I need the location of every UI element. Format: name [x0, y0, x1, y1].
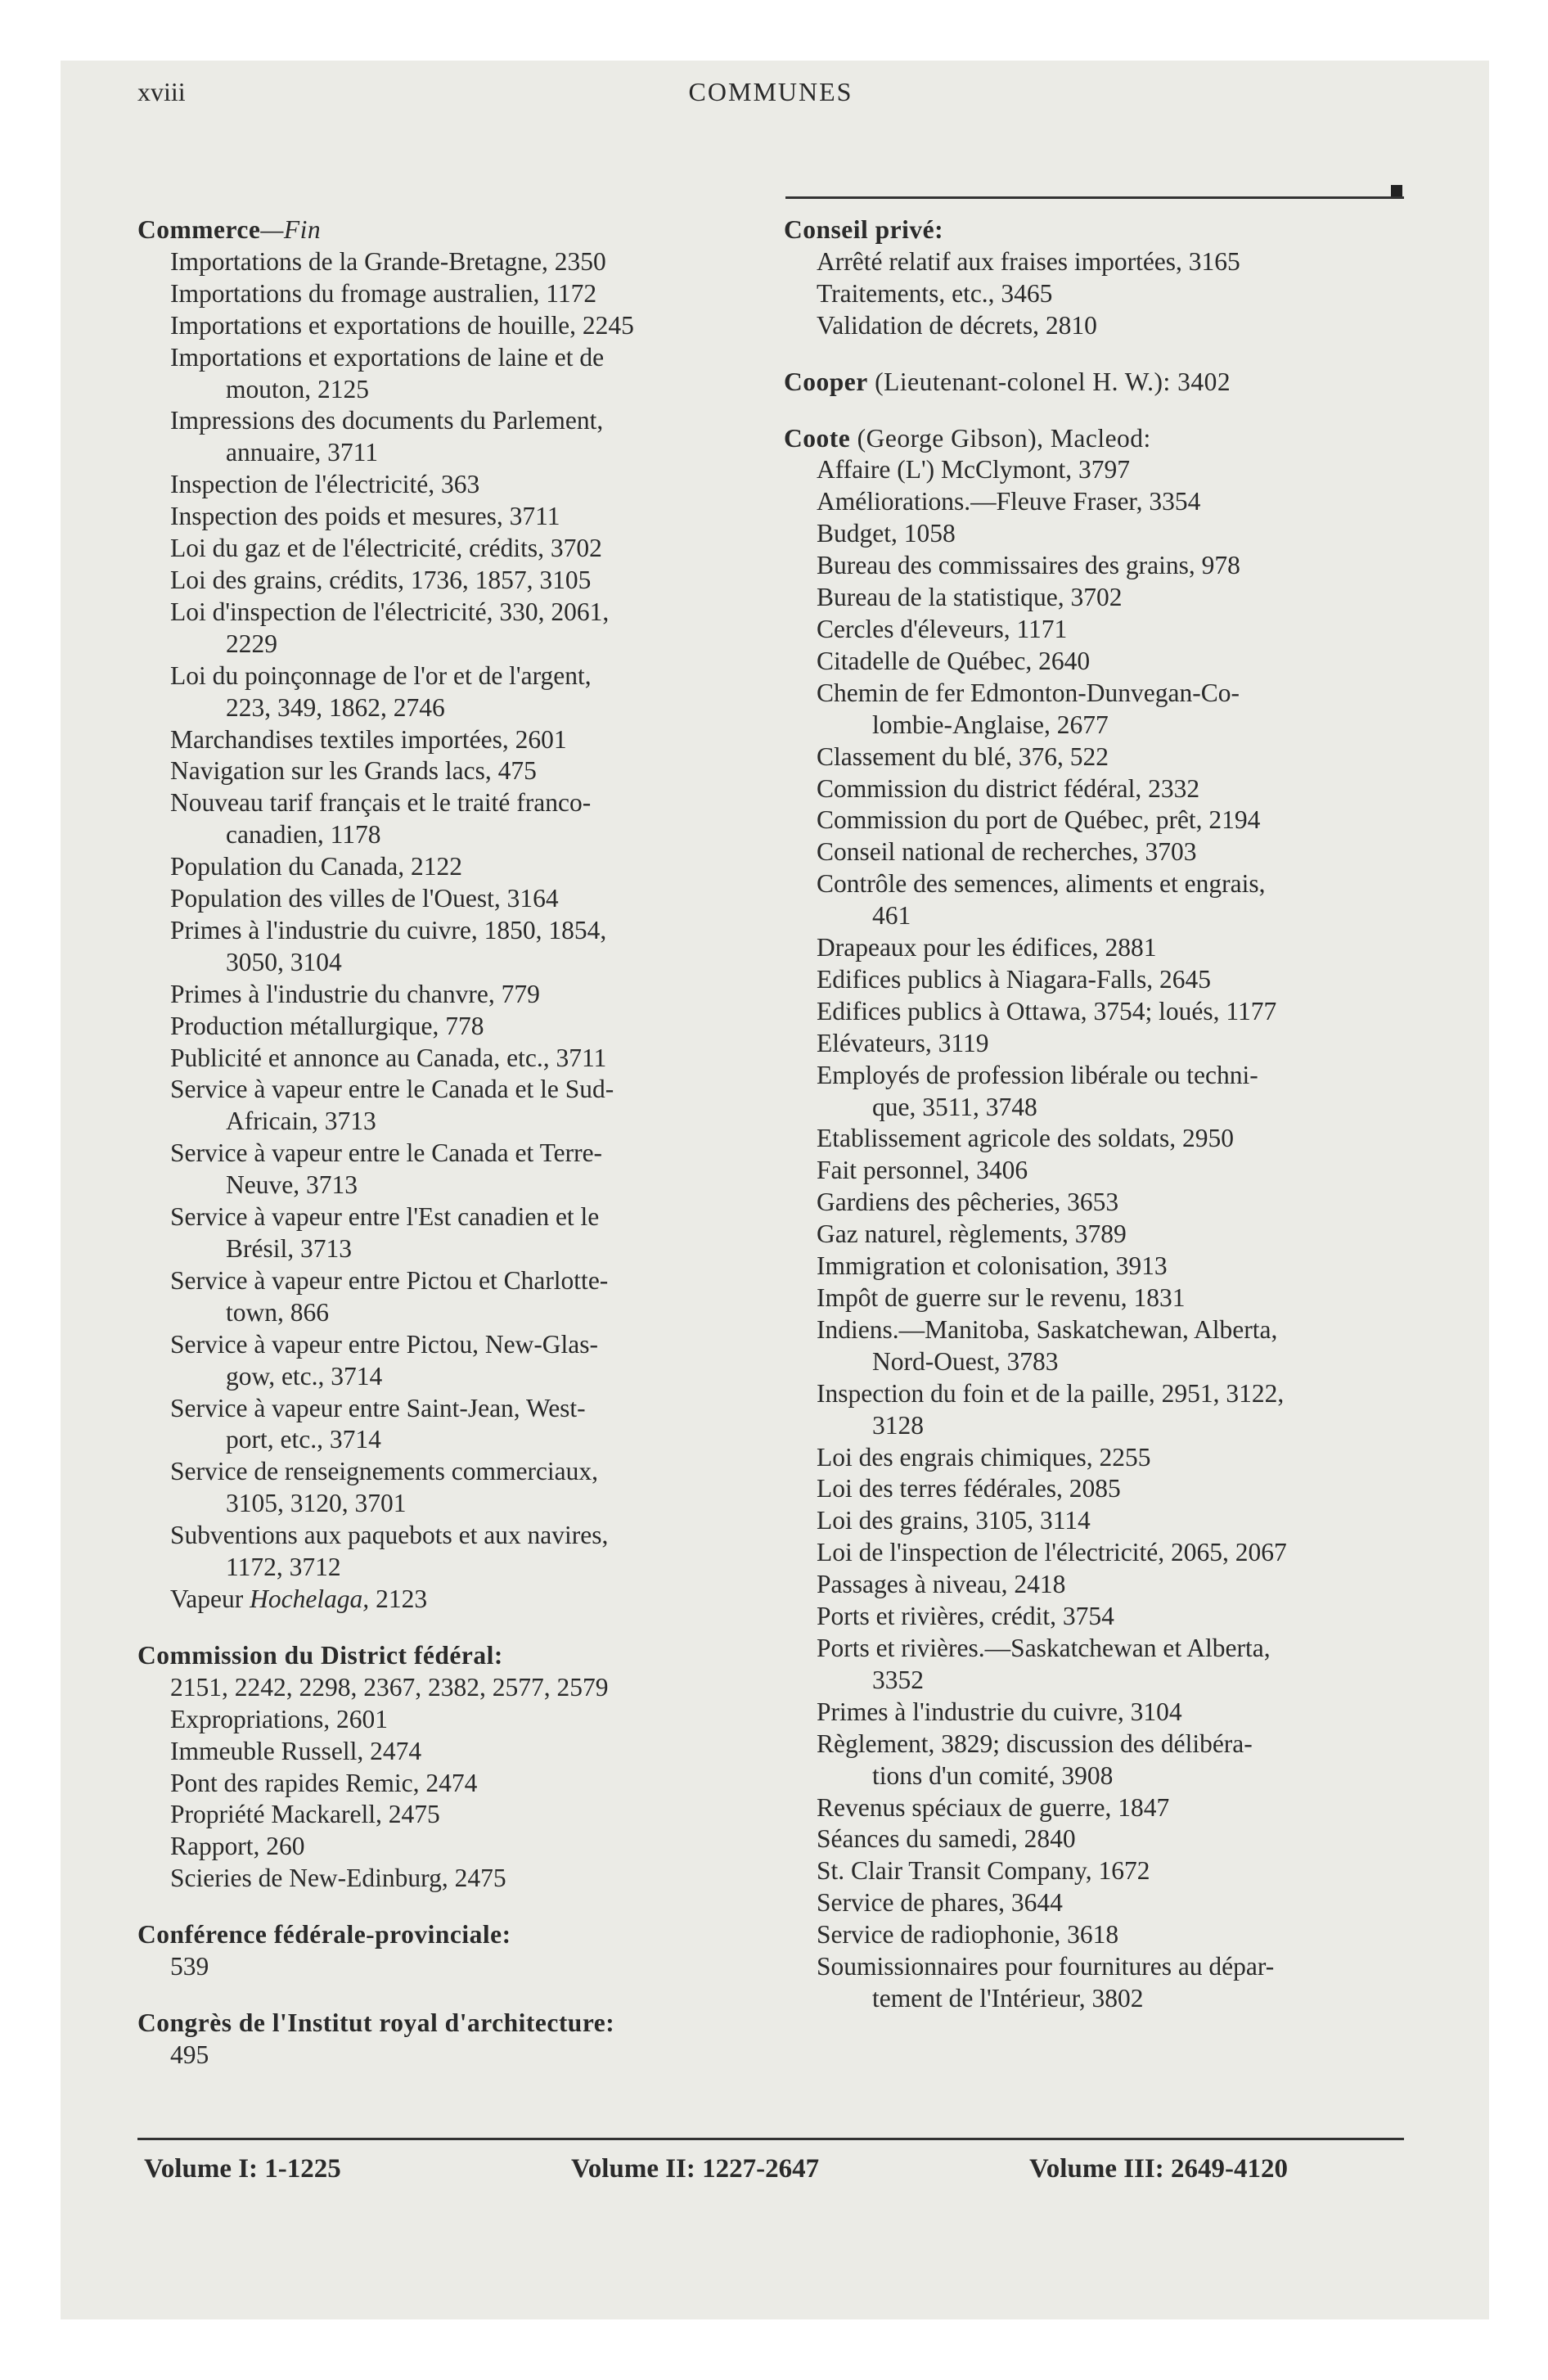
index-entry: Service à vapeur entre le Canada et Terre- Neuve, 3713: [170, 1138, 603, 1200]
index-entry: Budget, 1058: [817, 519, 956, 548]
congres-entries: [137, 2040, 767, 2071]
left-column: [137, 214, 767, 2071]
index-entry: Ports et rivières.—Saskatchewan et Alberta, 3352: [817, 1633, 1271, 1694]
index-entry: Améliorations.—Fleuve Fraser, 3354: [817, 487, 1201, 516]
index-entry: Loi du poinçonnage de l'or et de l'argent, 223, 349, 1862, 2746: [170, 660, 592, 722]
index-entry: Citadelle de Québec, 2640: [817, 646, 1091, 675]
coote-entries: [784, 454, 1414, 2014]
index-entry: Contrôle des semences, aliments et engrais, 461: [817, 869, 1266, 931]
index-entry: Primes à l'industrie du chanvre, 779: [170, 979, 540, 1008]
index-entry: Publicité et annonce au Canada, etc., 3711: [170, 1043, 607, 1072]
index-entry: Ports et rivières, crédit, 3754: [817, 1602, 1114, 1631]
index-entry: Cercles d'éleveurs, 1171: [817, 614, 1068, 643]
index-entry: Vapeur Hochelaga, 2123: [170, 1584, 428, 1613]
section-heading-commerce: Commerce—Fin: [137, 215, 322, 244]
index-entry: Importations et exportations de laine et de mouton, 2125: [170, 342, 605, 403]
index-entry: Passages à niveau, 2418: [817, 1570, 1066, 1599]
index-entry: Gaz naturel, règlements, 3789: [817, 1219, 1127, 1249]
volume-1-range: Volume I: 1-1225: [144, 2154, 341, 2184]
index-entry: Bureau des commissaires des grains, 978: [817, 551, 1240, 580]
index-entry: Navigation sur les Grands lacs, 475: [170, 756, 537, 786]
page-number: xviii: [137, 77, 186, 106]
index-entry: Règlement, 3829; discussion des délibéra- tions d'un comité, 3908: [817, 1729, 1253, 1790]
index-entry: Elévateurs, 3119: [817, 1028, 989, 1057]
index-entry: Traitements, etc., 3465: [817, 278, 1053, 308]
index-entry: Inspection du foin et de la paille, 2951, 3122, 3128: [817, 1378, 1285, 1440]
index-entry: Immeuble Russell, 2474: [170, 1736, 422, 1765]
index-entry: Loi des grains, 3105, 3114: [817, 1506, 1091, 1535]
index-entry: Classement du blé, 376, 522: [817, 741, 1109, 771]
index-entry: Service à vapeur entre l'Est canadien et le Brésil, 3713: [170, 1202, 600, 1263]
index-entry: Drapeaux pour les édifices, 2881: [817, 933, 1157, 962]
index-entry: Production métallurgique, 778: [170, 1011, 484, 1040]
conference-entries: [137, 1951, 767, 1983]
running-title: COMMUNES: [688, 77, 853, 106]
index-entry: St. Clair Transit Company, 1672: [817, 1856, 1150, 1886]
index-entry: Loi des terres fédérales, 2085: [817, 1474, 1121, 1503]
index-entry: Conseil national de recherches, 3703: [817, 837, 1197, 867]
section-heading-cooper: Cooper (Lieutenant-colonel H. W.): 3402: [784, 367, 1231, 396]
index-entry: Etablissement agricole des soldats, 2950: [817, 1124, 1235, 1153]
index-entry: Importations et exportations de houille, 2245: [170, 310, 634, 340]
index-entry: Edifices publics à Ottawa, 3754; loués, 1177: [817, 996, 1277, 1025]
index-entry: Revenus spéciaux de guerre, 1847: [817, 1792, 1170, 1822]
index-entry: Loi de l'inspection de l'électricité, 2065, 2067: [817, 1538, 1287, 1567]
section-heading-coote: Coote (George Gibson), Macleod:: [784, 423, 1151, 453]
footer-rule: [137, 2138, 1404, 2140]
right-column: [784, 214, 1414, 2015]
index-entry: Service à vapeur entre Pictou, New-Glas- gow, etc., 3714: [170, 1329, 599, 1391]
index-entry: Population du Canada, 2122: [170, 852, 462, 881]
index-entry: Service à vapeur entre le Canada et le Sud- Africain, 3713: [170, 1075, 614, 1136]
index-entry: Commission du district fédéral, 2332: [817, 773, 1200, 803]
column-rule: [785, 196, 1404, 199]
commerce-entries: [137, 246, 767, 1584]
corner-mark: [1391, 185, 1402, 196]
index-entry: Scieries de New-Edinburg, 2475: [170, 1864, 506, 1893]
index-entry: Employés de profession libérale ou techni- que, 3511, 3748: [817, 1060, 1258, 1121]
index-entry: Impressions des documents du Parlement, annuaire, 3711: [170, 406, 604, 467]
index-entry: Loi du gaz et de l'électricité, crédits, 3702: [170, 534, 602, 563]
index-entry: Fait personnel, 3406: [817, 1156, 1028, 1185]
index-entry: 539: [170, 1952, 209, 1981]
index-entry: Affaire (L') McClymont, 3797: [817, 455, 1131, 485]
index-entry: Expropriations, 2601: [170, 1704, 388, 1733]
section-heading-conference: Conférence fédérale-provinciale:: [137, 1920, 511, 1950]
index-entry: Arrêté relatif aux fraises importées, 3165: [817, 246, 1240, 276]
index-entry: Rapport, 260: [170, 1832, 305, 1861]
index-entry: Propriété Mackarell, 2475: [170, 1800, 440, 1829]
section-heading-commission: Commission du District fédéral:: [137, 1640, 503, 1670]
index-entry: Service de phares, 3644: [817, 1888, 1063, 1918]
index-entry: Indiens.—Manitoba, Saskatchewan, Alberta, Nord-Ouest, 3783: [817, 1314, 1278, 1376]
index-entry: Séances du samedi, 2840: [817, 1824, 1076, 1854]
conseil-entries: [784, 246, 1414, 342]
volume-2-range: Volume II: 1227-2647: [571, 2154, 820, 2184]
index-entry: Service de radiophonie, 3618: [817, 1920, 1119, 1950]
index-entry: Importations de la Grande-Bretagne, 2350: [170, 246, 606, 276]
index-entry: Primes à l'industrie du cuivre, 3104: [817, 1697, 1182, 1726]
index-entry: Nouveau tarif français et le traité franco- canadien, 1178: [170, 788, 592, 850]
index-entry: Primes à l'industrie du cuivre, 1850, 1854, 3050, 3104: [170, 915, 607, 976]
index-entry: Validation de décrets, 2810: [817, 310, 1097, 340]
index-entry: Soumissionnaires pour fournitures au dépar- tement de l'Intérieur, 3802: [817, 1952, 1275, 2013]
index-entry: Loi des grains, crédits, 1736, 1857, 3105: [170, 565, 592, 594]
index-entry: 2151, 2242, 2298, 2367, 2382, 2577, 2579: [170, 1672, 609, 1702]
index-entry: Immigration et colonisation, 3913: [817, 1251, 1168, 1281]
index-entry: Chemin de fer Edmonton-Dunvegan-Co- lombie-Anglaise, 2677: [817, 678, 1240, 739]
index-entry: Service à vapeur entre Saint-Jean, West- port, etc., 3714: [170, 1393, 586, 1454]
page-header: [137, 77, 1404, 118]
index-entry: Marchandises textiles importées, 2601: [170, 724, 567, 754]
commission-entries: [137, 1672, 767, 1895]
index-entry: Population des villes de l'Ouest, 3164: [170, 884, 559, 913]
index-entry: Commission du port de Québec, prêt, 2194: [817, 805, 1261, 835]
index-entry: Bureau de la statistique, 3702: [817, 583, 1123, 612]
index-entry: Importations du fromage australien, 1172: [170, 278, 597, 308]
volume-3-range: Volume III: 2649-4120: [1029, 2154, 1288, 2184]
section-heading-conseil: Conseil privé:: [784, 215, 944, 244]
index-entry: 495: [170, 2040, 209, 2069]
index-entry: Gardiens des pêcheries, 3653: [817, 1188, 1119, 1217]
index-entry: Service de renseignements commerciaux, 3105, 3120, 3701: [170, 1457, 599, 1518]
index-entry: Impôt de guerre sur le revenu, 1831: [817, 1283, 1186, 1312]
index-entry: Inspection des poids et mesures, 3711: [170, 502, 560, 531]
index-entry: Edifices publics à Niagara-Falls, 2645: [817, 964, 1211, 994]
index-entry: Service à vapeur entre Pictou et Charlotte- town, 866: [170, 1265, 609, 1327]
index-entry: Loi des engrais chimiques, 2255: [817, 1442, 1151, 1472]
index-entry: Inspection de l'électricité, 363: [170, 470, 480, 499]
index-entry: Subventions aux paquebots et aux navires, 1172, 3712: [170, 1521, 609, 1582]
volume-footer: [137, 2154, 1404, 2195]
index-entry: Loi d'inspection de l'électricité, 330, 2061, 2229: [170, 597, 610, 658]
section-heading-congres: Congrès de l'Institut royal d'architecture:: [137, 2008, 615, 2037]
index-entry: Pont des rapides Remic, 2474: [170, 1768, 478, 1797]
